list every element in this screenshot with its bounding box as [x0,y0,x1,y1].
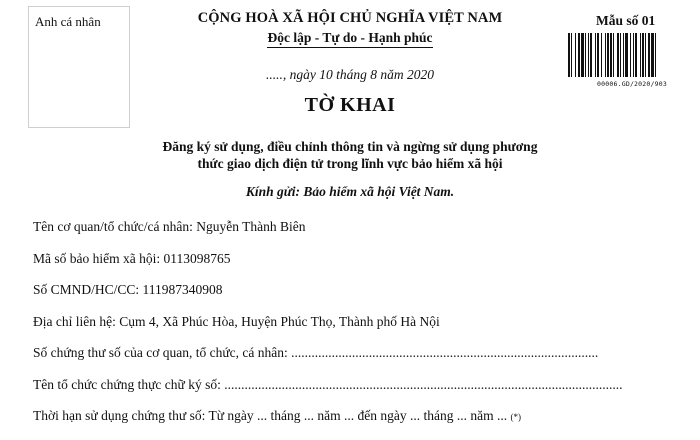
field-certificate-authority [33,377,683,409]
photo-placeholder [28,6,130,128]
subtitle-line-1: Đăng ký sử dụng, điều chỉnh thông tin và ngừng sử dụng phương [162,139,538,154]
photo-label: Anh cá nhân [35,14,101,29]
footnote-marker: (*) [510,412,521,422]
field-label: Tên cơ quan/tổ chức/cá nhân: [33,219,197,234]
form-fields [33,219,683,440]
field-label: Tên tổ chức chứng thực chữ ký số: [33,376,225,392]
subtitle-line-2: thức giao dịch điện tử trong lĩnh vực bảo hiểm xã hội [197,156,503,171]
nation-name: CỘNG HOÀ XÃ HỘI CHỦ NGHĨA VIỆT NAM [197,10,503,26]
field-value: Nguyễn Thành Biên [196,219,306,234]
barcode-number: 00006.GD/2020/903 [597,80,667,88]
field-label: Mã số bảo hiểm xã hội: [33,250,164,266]
field-certificate-validity [33,408,683,440]
national-motto: Độc lập - Tự do - Hạnh phúc [267,30,432,48]
field-organization-name [33,219,683,251]
field-value: 111987340908 [142,282,223,297]
date-line: ....., ngày 10 tháng 8 năm 2020 [266,67,434,82]
recipient-line: Kính gửi: Bảo hiểm xã hội Việt Nam. [245,184,455,199]
field-certificate-number [33,345,683,377]
national-header [140,10,560,48]
field-id-number [33,282,683,314]
field-value: ........................................................................................... [291,345,599,360]
barcode-icon [568,33,696,77]
document-title: TỜ KHAI [304,94,396,116]
field-value: Từ ngày ... tháng ... năm ... đến ngày ... tháng ... năm ... [208,408,511,423]
field-label: Số CMND/HC/CC: [33,282,143,297]
document-subtitle [120,138,580,172]
field-contact-address [33,314,683,346]
field-value: Cụm 4, Xã Phúc Hòa, Huyện Phúc Thọ, Thành phố Hà Nội [119,313,440,329]
form-code: Mẫu số 01 [596,13,656,28]
field-label: Số chứng thư số của cơ quan, tổ chức, cá nhân: [33,345,292,360]
field-social-insurance-number [33,251,683,283]
field-label: Thời hạn sử dụng chứng thư số: [33,408,209,423]
field-value: ...................................................................................................................... [224,376,623,392]
field-label: Địa chỉ liên hệ: [33,313,120,329]
field-value: 0113098765 [163,250,231,266]
